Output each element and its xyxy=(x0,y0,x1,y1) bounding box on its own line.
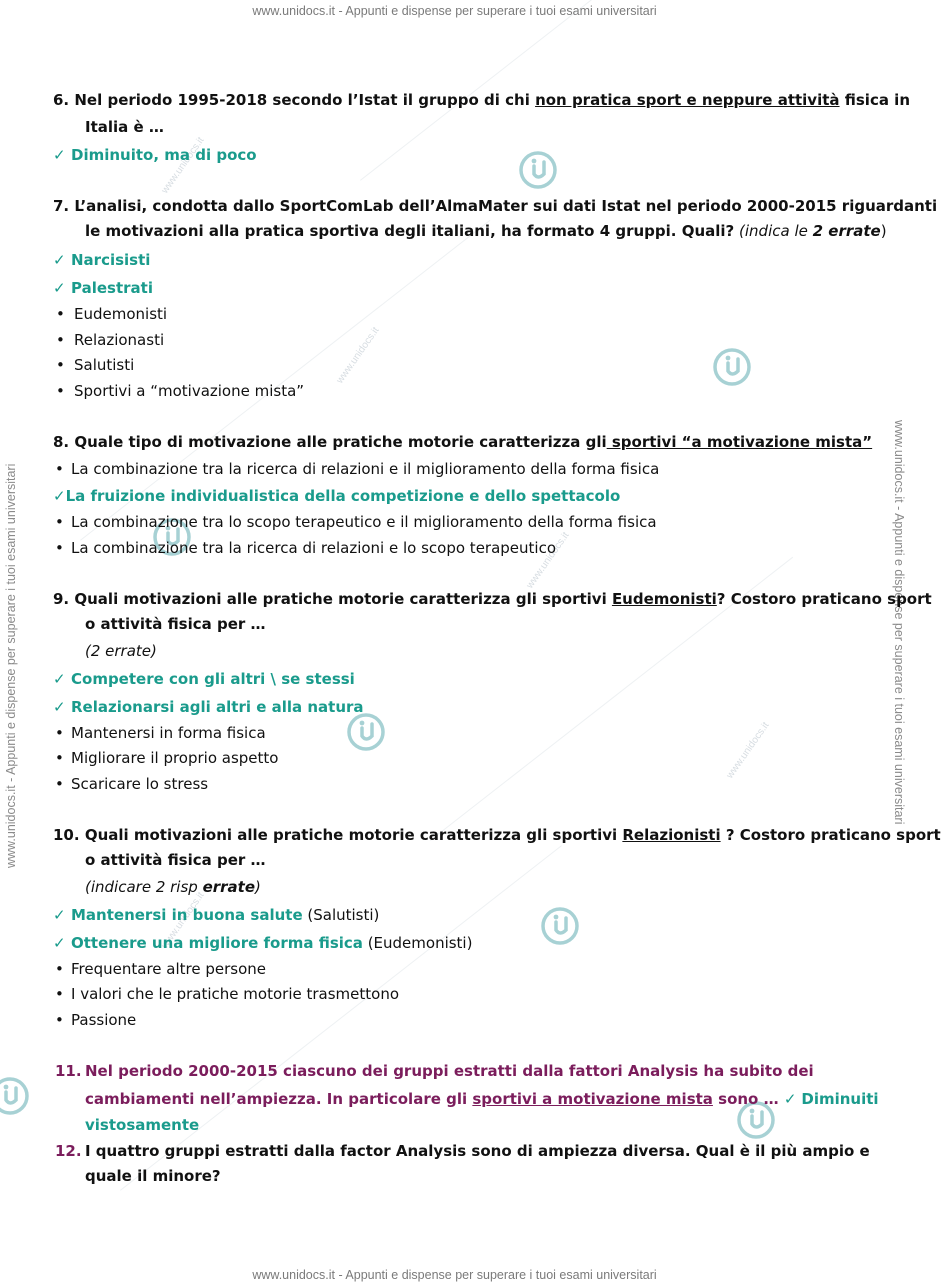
question-underlined: Relazionisti xyxy=(622,826,721,844)
question-6 xyxy=(53,90,910,110)
watermark-header: www.unidocs.it - Appunti e dispense per superare i tuoi esami universitari xyxy=(252,4,657,18)
question-12 xyxy=(55,1141,870,1161)
check-icon: ✓ xyxy=(53,146,66,164)
bullet-icon: • xyxy=(55,960,64,978)
answer-text: Frequentare altre persone xyxy=(71,960,266,978)
question-text: Quali motivazioni alle pratiche motorie caratterizza gli sportivi xyxy=(74,590,612,608)
answer-text: La fruizione individualistica della competizione e dello spettacolo xyxy=(65,487,621,505)
bullet-icon: • xyxy=(55,985,64,1003)
answer-text: Sportivi a “motivazione mista” xyxy=(74,382,305,400)
unidocs-logo-icon xyxy=(346,712,386,752)
answer-text: Ottenere una migliore forma fisica xyxy=(71,934,363,952)
watermark-diagonal-text: www.unidocs.it xyxy=(159,135,207,196)
answer-text: Diminuito, ma di poco xyxy=(71,146,257,164)
answer-text: Mantenersi in buona salute xyxy=(71,906,303,924)
watermark-line xyxy=(120,845,562,1191)
answer-text: Narcisisti xyxy=(71,251,151,269)
question-text: ? Costoro praticano sport xyxy=(720,826,941,844)
check-icon: ✓ xyxy=(53,698,66,716)
answer-text: Relazionarsi agli altri e alla natura xyxy=(71,698,364,716)
answer-option xyxy=(55,1010,136,1030)
answer-correct xyxy=(53,697,364,717)
question-number: 7. xyxy=(53,197,70,215)
check-icon: ✓ xyxy=(53,279,66,297)
answer-correct xyxy=(53,933,472,953)
answer-correct xyxy=(53,669,355,689)
question-12-line2: quale il minore? xyxy=(85,1167,221,1185)
answer-text: Mantenersi in forma fisica xyxy=(71,724,266,742)
answer-correct xyxy=(53,250,150,270)
watermark-footer: www.unidocs.it - Appunti e dispense per superare i tuoi esami universitari xyxy=(252,1268,657,1282)
question-hint-bold: errate xyxy=(202,878,256,896)
answer-note: (Eudemonisti) xyxy=(362,934,473,952)
question-hint: (indicare 2 risp xyxy=(85,878,203,896)
question-10-hint xyxy=(85,877,261,897)
watermark-diagonal-text: www.unidocs.it xyxy=(159,890,207,951)
question-text: Quale tipo di motivazione alle pratiche motorie caratterizza gli xyxy=(74,433,607,451)
question-hint-bold: 2 errate xyxy=(812,222,881,240)
answer-text: La combinazione tra la ricerca di relazioni e il miglioramento della forma fisica xyxy=(71,460,660,478)
answer-text: Eudemonisti xyxy=(74,305,168,323)
answer-option xyxy=(55,984,399,1004)
question-6-line2: Italia è … xyxy=(85,118,164,136)
answer-text: Migliorare il proprio aspetto xyxy=(71,749,279,767)
question-text: Nel periodo 1995-2018 secondo l’Istat il gruppo di chi xyxy=(74,91,536,109)
question-10 xyxy=(53,825,941,845)
bullet-icon: • xyxy=(55,749,64,767)
check-icon: ✓ xyxy=(53,251,66,269)
answer-option xyxy=(55,959,266,979)
question-text: sono … xyxy=(712,1090,784,1108)
question-text: ? Costoro praticano sport xyxy=(716,590,932,608)
question-hint: ) xyxy=(880,222,887,240)
question-number: 6. xyxy=(53,91,70,109)
bullet-icon: • xyxy=(56,331,65,349)
answer-text: I valori che le pratiche motorie trasmettono xyxy=(71,985,400,1003)
answer-note: (Salutisti) xyxy=(302,906,380,924)
unidocs-logo-icon xyxy=(712,347,752,387)
watermark-diagonal-text: www.unidocs.it xyxy=(524,530,572,591)
question-hint: (indica le xyxy=(739,222,813,240)
question-hint: (2 errate) xyxy=(85,642,157,660)
answer-text: Passione xyxy=(71,1011,137,1029)
answer-option xyxy=(56,355,134,375)
question-number: 12. xyxy=(55,1142,82,1160)
question-10-line2: o attività fisica per … xyxy=(85,851,266,869)
unidocs-logo-icon xyxy=(540,906,580,946)
unidocs-logo-icon xyxy=(0,1076,30,1116)
watermark-diagonal-text: www.unidocs.it xyxy=(334,325,382,386)
answer-option xyxy=(55,774,208,794)
question-8 xyxy=(53,432,872,452)
question-number: 11. xyxy=(55,1062,82,1080)
watermark-side-right: www.unidocs.it - Appunti e dispense per superare i tuoi esami universitari xyxy=(892,420,906,825)
question-11-line2 xyxy=(85,1089,879,1109)
bullet-icon: • xyxy=(56,382,65,400)
question-underlined: sportivi “a motivazione mista” xyxy=(606,433,873,451)
answer-option xyxy=(56,304,167,324)
bullet-icon: • xyxy=(56,305,65,323)
question-text: fisica in xyxy=(839,91,910,109)
question-underlined: Eudemonisti xyxy=(611,590,717,608)
question-underlined: non pratica sport e neppure attività xyxy=(535,91,840,109)
check-icon: ✓ xyxy=(53,670,66,688)
question-text: cambiamenti nell’ampiezza. In particolare gli xyxy=(85,1090,473,1108)
answer-text: Diminuiti xyxy=(801,1090,879,1108)
bullet-icon: • xyxy=(55,1011,64,1029)
answer-option xyxy=(55,538,556,558)
watermark-diagonal-text: www.unidocs.it xyxy=(724,720,772,781)
question-text: Quali motivazioni alle pratiche motorie caratterizza gli sportivi xyxy=(84,826,623,844)
answer-text: Palestrati xyxy=(71,279,153,297)
question-9-line2: o attività fisica per … xyxy=(85,615,266,633)
question-7-line2 xyxy=(85,221,887,241)
check-icon: ✓ xyxy=(53,487,66,505)
unidocs-logo-icon xyxy=(518,150,558,190)
answer-text: La combinazione tra la ricerca di relazioni e lo scopo terapeutico xyxy=(71,539,557,557)
answer-correct xyxy=(53,905,379,925)
bullet-icon: • xyxy=(55,460,64,478)
question-text: le motivazioni alla pratica sportiva degli italiani, ha formato 4 gruppi. Quali? xyxy=(85,222,735,240)
answer-option xyxy=(56,330,164,350)
bullet-icon: • xyxy=(55,539,64,557)
bullet-icon: • xyxy=(55,513,64,531)
answer-option xyxy=(56,381,304,401)
question-underlined: sportivi a motivazione mista xyxy=(472,1090,713,1108)
watermark-side-left: www.unidocs.it - Appunti e dispense per superare i tuoi esami universitari xyxy=(4,463,18,868)
answer-option xyxy=(55,748,278,768)
answer-text-continuation: vistosamente xyxy=(85,1116,200,1134)
check-icon: ✓ xyxy=(53,906,66,924)
check-icon: ✓ xyxy=(783,1090,797,1108)
question-7 xyxy=(53,196,937,216)
question-9 xyxy=(53,589,932,609)
question-text: Nel periodo 2000-2015 ciascuno dei gruppi estratti dalla fattori Analysis ha subito dei xyxy=(85,1062,814,1080)
question-text: I quattro gruppi estratti dalla factor Analysis sono di ampiezza diversa. Qual è il più ampio e xyxy=(85,1142,870,1160)
question-hint: ) xyxy=(255,878,261,896)
answer-option xyxy=(55,459,659,479)
question-number: 9. xyxy=(53,590,70,608)
question-11 xyxy=(55,1061,814,1081)
bullet-icon: • xyxy=(55,775,64,793)
bullet-icon: • xyxy=(56,356,65,374)
question-number: 10. xyxy=(53,826,80,844)
answer-option xyxy=(55,723,266,743)
answer-option xyxy=(55,512,657,532)
answer-text: Salutisti xyxy=(74,356,135,374)
answer-correct xyxy=(53,145,257,165)
answer-text: Relazionasti xyxy=(74,331,165,349)
answer-correct xyxy=(53,486,620,506)
check-icon: ✓ xyxy=(53,934,66,952)
bullet-icon: • xyxy=(55,724,64,742)
answer-text: La combinazione tra lo scopo terapeutico e il miglioramento della forma fisica xyxy=(71,513,657,531)
answer-text: Scaricare lo stress xyxy=(71,775,209,793)
question-text: L’analisi, condotta dallo SportComLab dell’AlmaMater sui dati Istat nel periodo 2000-2015 riguardanti xyxy=(74,197,938,215)
question-number: 8. xyxy=(53,433,70,451)
answer-text: Competere con gli altri \ se stessi xyxy=(71,670,355,688)
answer-correct xyxy=(53,278,153,298)
